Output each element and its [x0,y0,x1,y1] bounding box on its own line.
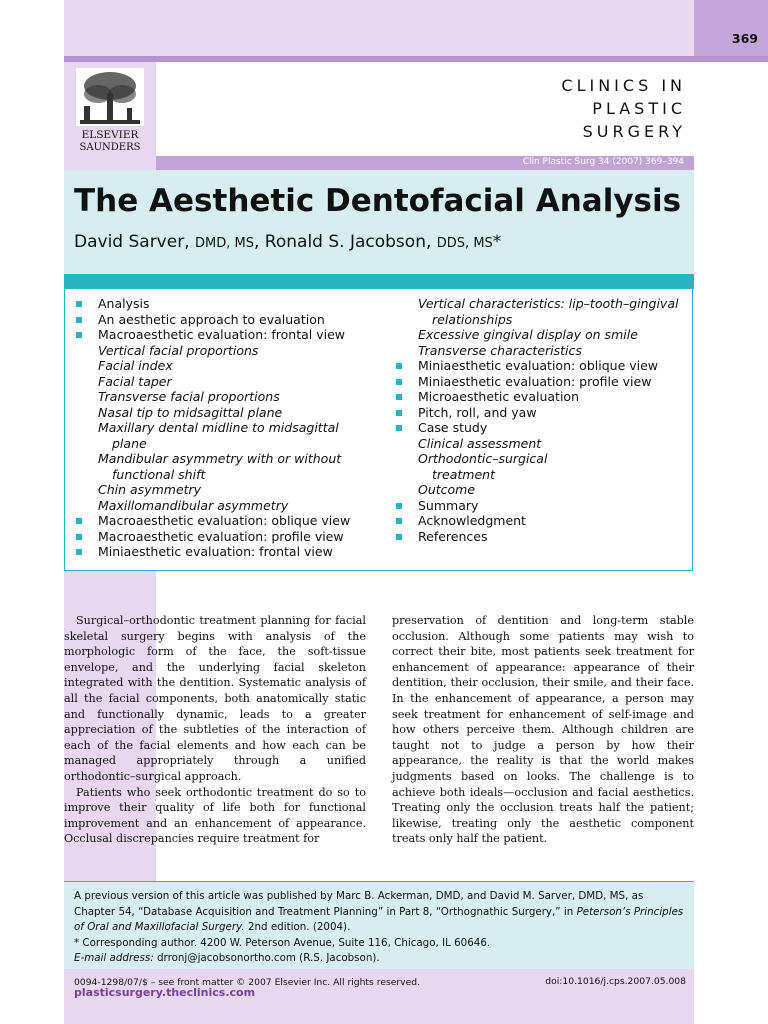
footnote-email: E-mail address: drronj@jacobsonortho.com (R.S. Jacobson). [74,952,380,964]
author-2-degrees: DDS, MS [436,236,493,251]
outline-subitem: Transverse characteristics [418,342,582,358]
author-1-name: David Sarver, [74,232,190,252]
outline-subitem: Transverse facial proportions [98,389,280,404]
journal-line-1: CLINICS IN [561,76,686,95]
bullet-square-icon [396,394,402,400]
bullet-square-icon [396,534,402,540]
outline-subitem: Excessive gingival display on smile [418,327,638,342]
outline-subitem: Vertical facial proportions [98,342,259,358]
outline-subitem: Facial taper [98,373,172,389]
outline-subitem: Chin asymmetry [98,482,202,497]
outline-item: Microaesthetic evaluation [394,389,694,405]
outline-subitem: Maxillomandibular asymmetry [98,497,289,513]
bullet-square-icon [396,518,402,524]
bullet-square-icon [396,503,402,509]
outline-item: Miniaesthetic evaluation: frontal view [74,544,374,560]
bullet-square-icon [76,534,82,540]
journal-line-2: PLASTIC [592,99,686,118]
email-link[interactable]: drronj@jacobsonortho.com (R.S. Jacobson). [153,952,380,964]
bullet-square-icon [76,518,82,524]
logo-word-saunders: SAUNDERS [79,142,141,153]
bullet-square-icon [396,425,402,431]
outline-subitem: Vertical characteristics: lip–tooth–gingival relationships [418,296,679,327]
footnote-previous-version: A previous version of this article was published by Marc B. Ackerman, DMD, and David M. Sarver, DMD, MS, as Chapter 54, “Database Acquisition and Treatment Planning” in Part 8, “Orthognathic Surgery,” in Peterson’s Principles of Oral and Maxillofacial Surgery. 2nd edition. (2004). [74,890,684,933]
outline-item: Analysis [74,296,374,312]
outline-left-column [74,296,374,560]
header-band [64,0,694,56]
bullet-square-icon [76,332,82,338]
bullet-square-icon [76,549,82,555]
author-2-name: , Ronald S. Jacobson, [254,232,432,252]
page-number: 369 [731,31,758,46]
outline-item: Miniaesthetic evaluation: profile view [394,374,694,390]
outline-subitem: Orthodontic–surgical treatment [418,451,548,482]
bullet-square-icon [396,379,402,385]
author-1-degrees: DMD, MS [195,236,254,251]
outline-item: References [394,529,694,545]
outline-item: Macroaesthetic evaluation: profile view [74,529,374,545]
body-column-2 [392,613,694,847]
outline-item: Case study [394,420,694,436]
outline-right-column [394,296,694,544]
outline-item: Summary [394,498,694,514]
outline-header-bar [64,274,694,289]
outline-item: Macroaesthetic evaluation: oblique view [74,513,374,529]
outline-subitem: Clinical assessment [418,435,542,451]
outline-item: Miniaesthetic evaluation: oblique view [394,358,694,374]
article-title: The Aesthetic Dentofacial Analysis [74,183,682,219]
outline-subitem: Nasal tip to midsagittal plane [98,404,283,420]
elsevier-logo [72,66,148,154]
authors [74,232,501,252]
elsevier-tree-icon [72,66,148,154]
journal-name [470,74,686,143]
header-stripe [64,56,768,62]
footnote-text [74,889,686,967]
bullet-square-icon [396,363,402,369]
footer-issn: 0094-1298/07/$ – see front matter © 2007 Elsevier Inc. All rights reserved. [74,977,421,988]
body-column-1 [64,613,366,847]
page-number-tab [694,0,768,56]
body-paragraph: Patients who seek orthodontic treatment do so to improve their quality of life both for functional improvement and an enhancement of appearance. Occlusal discrepancies require treatment for [64,785,366,846]
journal-line-3: SURGERY [582,122,686,141]
doi: doi:10.1016/j.cps.2007.05.008 [545,976,686,987]
outline-item: Pitch, roll, and yaw [394,405,694,421]
outline-subitem: Outcome [418,482,476,497]
body-paragraph: preservation of dentition and long-term stable occlusion. Although some patients may wish to correct their bite, most patients seek treatment for enhancement of appearance: appearance of their dentition, their occlusion, their smile, and their face. In the enhancement of appearance, a person may seek treatment for enhancement of self-image and how others perceive them. Although children are taught not to judge a person by how their appearance, the reality is that the world makes judgments based on looks. The challenge is to achieve both ideals—occlusion and facial aesthetics. Treating only the occlusion treats half the patient; likewise, treating only the aesthetic component treats only half the patient. [392,614,694,846]
outline-item: Macroaesthetic evaluation: frontal view [74,327,374,343]
book-title: Peterson’s Principles of Oral and Maxillofacial Surgery. [74,905,684,933]
outline-subitem: Mandibular asymmetry with or without functional shift [98,451,342,482]
outline-item: Acknowledgment [394,513,694,529]
journal-url-link[interactable]: plasticsurgery.theclinics.com [74,986,256,999]
bullet-square-icon [396,410,402,416]
bullet-square-icon [76,301,82,307]
citation: Clin Plastic Surg 34 (2007) 369–394 [522,157,684,167]
footnote-corresponding: * Corresponding author. 4200 W. Peterson Avenue, Suite 116, Chicago, IL 60646. [74,936,491,949]
logo-word-elsevier: ELSEVIER [81,129,139,141]
body-paragraph: Surgical–orthodontic treatment planning for facial skeletal surgery begins with analysis of the morphologic form of the face, the soft-tissue envelope, and the underlying facial skeleton integrated with the dentition. Systematic analysis of all the facial components, both anatomically static and functionally dynamic, leads to a greater appreciation of the subtleties of the interaction of each of the facial elements and how each can be managed appropriately through a unified orthodontic–surgical approach. [64,614,366,783]
outline-subitem: Facial index [98,358,173,373]
outline-item: An aesthetic approach to evaluation [74,312,374,328]
outline-subitem: Maxillary dental midline to midsagittal plane [98,420,339,451]
corresponding-mark: * [492,232,502,252]
bullet-square-icon [76,317,82,323]
